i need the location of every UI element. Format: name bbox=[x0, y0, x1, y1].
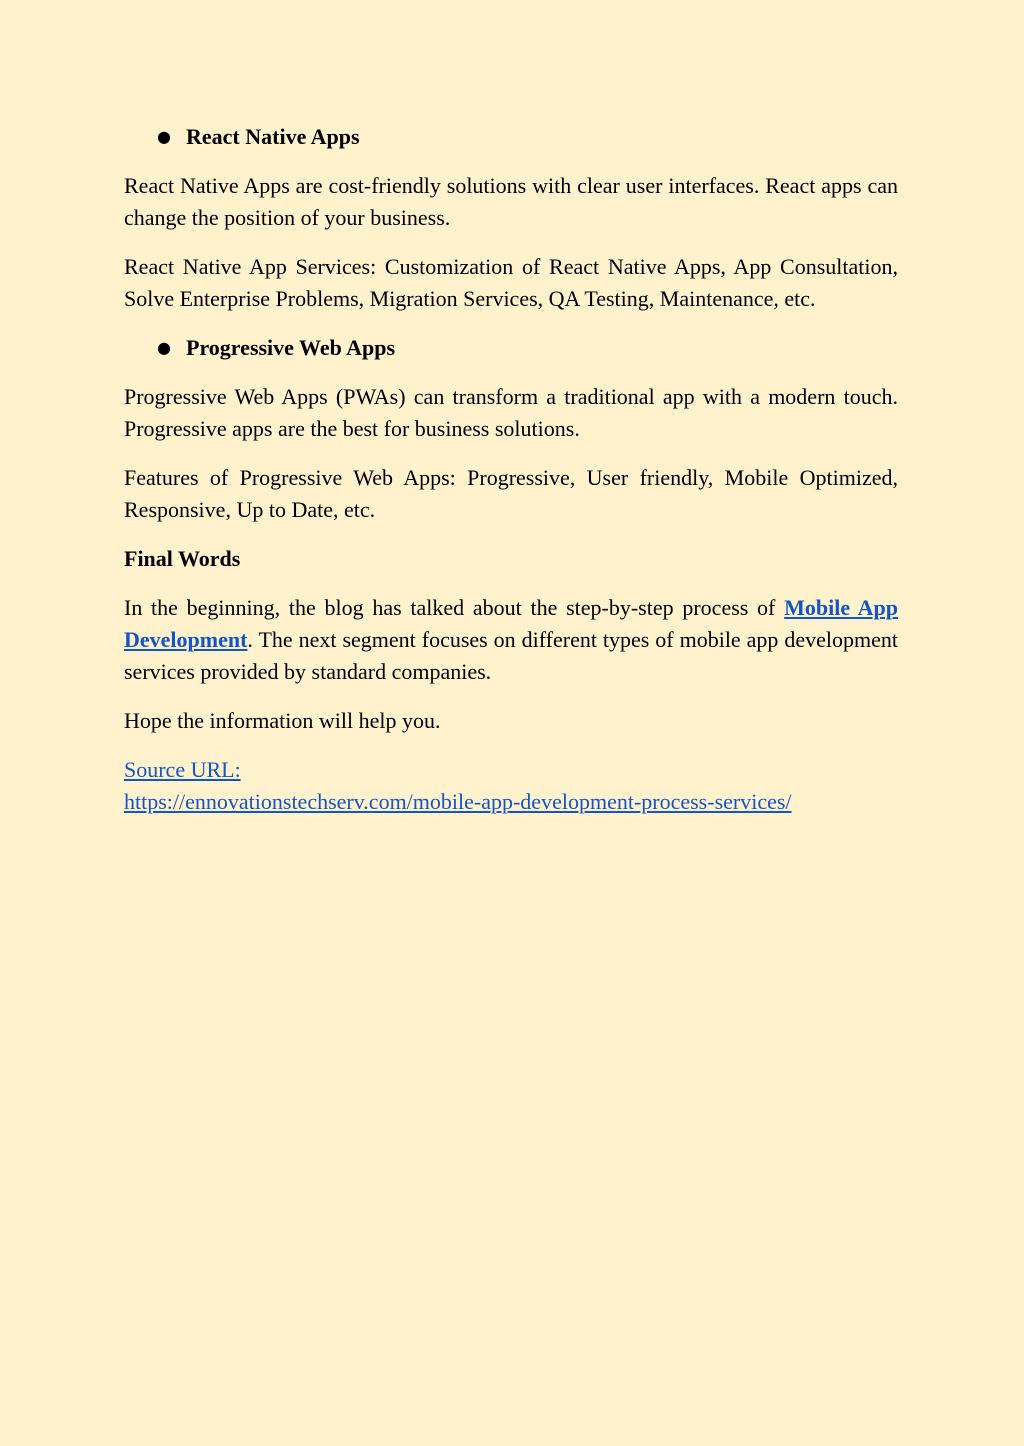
mobile-app-development-link[interactable]: Mobile App Development bbox=[124, 595, 898, 652]
paragraph-pwa-features: Features of Progressive Web Apps: Progressive, User friendly, Mobile Optimized, Responsive, Up to Date, etc. bbox=[124, 465, 898, 522]
heading-final-words: Final Words bbox=[124, 546, 241, 571]
document-page bbox=[124, 121, 898, 818]
bullet-icon: ● bbox=[157, 338, 171, 357]
paragraph-final-words bbox=[124, 592, 898, 688]
heading-progressive-web-apps bbox=[124, 332, 898, 364]
source-url-link[interactable]: https://ennovationstechserv.com/mobile-app-development-process-services/ bbox=[124, 789, 792, 814]
heading-text: Progressive Web Apps bbox=[186, 335, 396, 360]
paragraph-react-native-services: React Native App Services: Customization of React Native Apps, App Consultation, Solve Enterprise Problems, Migration Services, QA Testing, Maintenance, etc. bbox=[124, 254, 898, 311]
heading-react-native-apps bbox=[124, 121, 898, 153]
paragraph-closing: Hope the information will help you. bbox=[124, 708, 441, 733]
paragraph-text-after-link: . The next segment focuses on different types of mobile app development services provided by standard companies. bbox=[124, 627, 898, 684]
source-label-link[interactable]: Source URL: bbox=[124, 757, 241, 782]
heading-text: React Native Apps bbox=[186, 124, 360, 149]
bullet-icon: ● bbox=[157, 127, 171, 146]
paragraph-pwa-intro: Progressive Web Apps (PWAs) can transform a traditional app with a modern touch. Progressive apps are the best for business solutions. bbox=[124, 384, 898, 441]
paragraph-text-before-link: In the beginning, the blog has talked about the step-by-step process of bbox=[124, 595, 785, 620]
paragraph-react-native-intro: React Native Apps are cost-friendly solutions with clear user interfaces. React apps can change the position of your business. bbox=[124, 173, 898, 230]
source-block bbox=[124, 754, 898, 818]
